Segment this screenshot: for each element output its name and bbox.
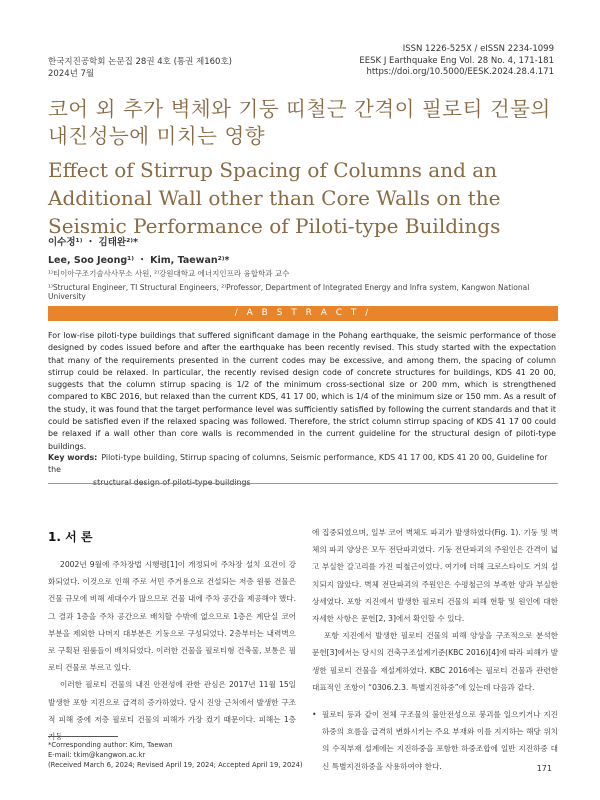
right-column xyxy=(312,524,558,775)
paragraph: 에 집중되었으며, 일부 코어 벽체도 파괴가 발생하였다(Fig. 1). 기둥 및 벽체의 파괴 양상은 모두 전단파괴였다. 기둥 전단파괴의 주원인은 간격이 넓고 부실한 갈고리를 가진 띠철근이었다. 여기에 더해 크로스타이도 거의 설치되지 않았다. 벽체 전단파괴의 주원인은 수평철근의 부족한 양과 부실한 상세였다. 포항 지진에서 발생한 필로티 건물의 피해 현황 및 원인에 대한 자세한 사항은 문헌[2, 3]에서 확인할 수 있다. xyxy=(312,528,558,624)
paragraph: 이러한 필로티 건물의 내진 안전성에 관한 관심은 2017년 11월 15일 발생한 포항 지진으로 급격히 증가하였다. 당시 진앙 근처에서 발생한 구조적 피해 중에 저층 필로티 건물의 피해가 가장 컸기 때문이다. 피해는 1층 xyxy=(48,680,296,724)
keywords-label: Key words: xyxy=(48,453,98,462)
keywords-line-1: Piloti-type building, Stirrup spacing of columns, Seismic performance, KDS 41 17 00, KDS 41 20 00, Guideline for the xyxy=(48,453,548,475)
doi-link[interactable]: https://doi.org/10.5000/EESK.2024.28.4.171 xyxy=(366,67,554,77)
journal-name-en: EESK J Earthquake Eng Vol. 28 No. 4, 171-181 xyxy=(359,55,554,66)
abstract-text: For low-rise piloti-type buildings that suffered significant damage in the Pohang earthquake, the seismic performance of those designed by codes issued before and after the earthquake has been recently revised. This study started with the expectation that many of the requirements presented in the current codes may be excessive, and among them, the spacing of column stirrup could be relaxed. In particular, the recently revised design code of concrete structures for buildings, KDS 41 20 00, suggests that the column stirrup spacing is 1/2 of the minimum cross-sectional size or 200 mm, which is strengthened compared to KBC 2016, but relaxed than the current KDS, 41 17 00, which is 1/4 of the minimum size or 150 mm. As a result of the study, it was found that the target performance level was sufficiently satisfied by following the current standards and that it could be satisfied even if the relaxed spacing was followed. Therefore, the strict column stirrup spacing of KDS 41 17 00 could be relaxed if a wall other than core walls is recommended in the current guideline for the structural design of piloti-type buildings. xyxy=(48,331,556,451)
journal-header-ko xyxy=(48,56,232,80)
paragraph: 2002년 9월에 주차장법 시행령[1]이 개정되어 주차장 설치 요건이 강화되었다. 이것으로 인해 주로 서민 주거용으로 건설되는 저층 원룸 건물은 건물 규모에 비해 세대수가 많으므로 건물 내에 주차 공간을 제공해야 했다. 그 결과 1층을 주차 공간으로 배치할 수밖에 없으므로 1층은 계단실 코어 부분을 제외한 나머지 대부분은 기둥으로 구성되었다. 2층부터는 내력벽으로 구획된 원룸들이 배치되었다. 이러한 건물을 필로티형 건축물, 보통은 필로티 건물로 부르고 있다. xyxy=(48,560,296,673)
affiliation-en: ¹⁾Structural Engineer, TI Structural Engineers, ²⁾Professor, Department of Integrated Energy and Infra system, Kangwon National University xyxy=(48,283,530,301)
bullet-icon: • xyxy=(312,710,317,720)
abstract-header-bar: / A B S T R A C T / xyxy=(48,306,558,321)
journal-name-ko: 한국지진공학회 논문집 28권 4호 (통권 제160호) xyxy=(48,57,232,67)
journal-date-ko: 2024년 7월 xyxy=(48,69,95,79)
authors-en: Lee, Soo Jeong¹⁾ ・ Kim, Taewan²⁾* xyxy=(48,255,230,266)
left-column xyxy=(48,556,296,745)
corresponding-author: *Corresponding author: Kim, Taewan xyxy=(48,741,173,749)
paper-title-ko: 코어 외 추가 벽체와 기둥 띠철근 간격이 필로티 건물의 내진성능에 미치는 영향 xyxy=(48,97,551,148)
journal-header-en xyxy=(359,44,554,79)
issn: ISSN 1226-525X / eISSN 2234-1099 xyxy=(402,44,554,54)
footnote xyxy=(48,740,303,770)
paragraph: 포항 지진에서 발생한 필로티 건물의 피해 양상을 구조적으로 분석한 문헌[3]에서는 당시의 건축구조설계기준(KBC 2016)[4]에 따라 피해가 발생한 필로티 건물을 재설계하였다. KBC 2016에는 필로티 건물과 관련한 대표적인 조항이 “0306.2.3. 특별지진하중”에 있는데 다음과 같다. xyxy=(312,631,558,692)
abstract-divider xyxy=(48,483,558,484)
footnote-divider xyxy=(48,736,118,737)
bullet-text: 필로티 등과 같이 전체 구조물의 불안전성으로 붕괴를 일으키거나 지진하중의 흐름을 급격히 변화시키는 주요 부재와 이를 지지하는 해당 위치의 수직부재 설계에는 지진하중을 포함한 하중조합에 일반 지진하중 대신 특별지진하중을 사용하여야 한다. xyxy=(322,710,558,771)
author-email[interactable]: E-mail: tkim@kangwon.ac.kr xyxy=(48,751,146,759)
section-title: 1. 서 론 xyxy=(48,530,93,544)
affiliation-ko: ¹⁾티이아구조기술사사무소 사원, ²⁾강원대학교 에너지인프라 융합학과 교수 xyxy=(48,269,290,278)
page-number: 171 xyxy=(536,764,552,773)
bullet-item xyxy=(312,706,558,775)
authors-ko: 이수정¹⁾ ・ 김태완²⁾* xyxy=(48,237,138,248)
paper-title-en: Effect of Stirrup Spacing of Columns and an Additional Wall other than Core Walls on the Seismic Performance of Piloti-type Buildings xyxy=(48,158,501,238)
received-dates: (Received March 6, 2024; Revised April 19, 2024; Accepted April 19, 2024) xyxy=(48,761,303,769)
